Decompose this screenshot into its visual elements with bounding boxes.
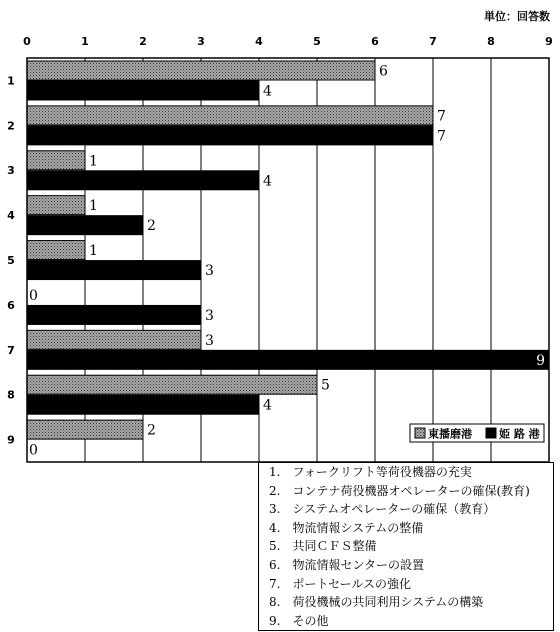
bar-series-2 — [27, 171, 259, 190]
category-label: 6 — [7, 298, 15, 312]
bar-series-1 — [27, 151, 85, 170]
data-label: 3 — [205, 307, 214, 324]
data-label: 2 — [147, 218, 156, 235]
bar-series-2 — [27, 305, 201, 324]
bar-series-1 — [27, 420, 143, 439]
bar-series-1 — [27, 61, 375, 80]
category-label: 3 — [7, 164, 15, 178]
note-item-7: 7. ポートセールスの強化 — [269, 576, 412, 591]
note-item-2: 2. コンテナ荷役機器オペレーターの確保(教育) — [269, 483, 530, 498]
bar-series-2 — [27, 261, 201, 280]
note-item-4: 4. 物流情報システムの整備 — [269, 520, 424, 535]
data-label: 4 — [263, 173, 272, 190]
legend-label: 姫 路 港 — [499, 427, 540, 441]
note-item-3: 3. システムオペレーターの確保（教育） — [269, 502, 496, 517]
note-item-8: 8. 荷役機械の共同利用システムの構築 — [269, 595, 484, 610]
x-tick-label: 2 — [139, 35, 147, 48]
data-label: 6 — [379, 63, 388, 80]
bar-series-1 — [27, 241, 85, 260]
unit-label: 単位：回答数 — [484, 10, 550, 23]
note-item-5: 5. 共同ＣＦＳ整備 — [269, 539, 377, 554]
x-tick-label: 9 — [545, 35, 553, 48]
data-label: 4 — [263, 397, 272, 414]
data-label: 0 — [29, 287, 38, 304]
x-tick-labels — [23, 35, 553, 48]
data-label: 5 — [321, 377, 330, 394]
data-label: 3 — [205, 263, 214, 280]
note-item-6: 6. 物流情報センターの設置 — [269, 557, 424, 572]
data-label: 0 — [29, 442, 38, 459]
bar-series-2 — [27, 126, 433, 145]
category-label: 4 — [7, 209, 15, 223]
category-label: 9 — [7, 433, 15, 447]
x-tick-label: 5 — [313, 35, 321, 48]
x-tick-label: 8 — [487, 35, 495, 48]
x-tick-label: 3 — [197, 35, 205, 48]
category-label: 1 — [7, 74, 15, 88]
data-label: 1 — [89, 198, 98, 215]
bar-series-2 — [27, 350, 549, 369]
category-notes-box — [258, 462, 554, 631]
bar-series-1 — [27, 375, 317, 394]
legend-label: 東播磨港 — [428, 427, 472, 441]
data-label: 3 — [205, 332, 214, 349]
legend — [410, 424, 544, 442]
note-item-1: 1. フォークリフト等荷役機器の充実 — [269, 465, 472, 479]
x-tick-label: 1 — [81, 35, 89, 48]
x-tick-label: 7 — [429, 35, 437, 48]
bar-series-2 — [27, 216, 143, 235]
category-label: 8 — [7, 388, 15, 402]
bar-series-1 — [27, 330, 201, 349]
x-tick-label: 4 — [255, 35, 263, 48]
category-label: 7 — [7, 343, 15, 357]
x-tick-label: 6 — [371, 35, 379, 48]
data-label: 2 — [147, 422, 156, 439]
data-label: 1 — [89, 153, 98, 170]
data-label: 7 — [437, 108, 446, 125]
legend-swatch — [486, 428, 496, 438]
data-label: 9 — [536, 352, 545, 369]
bar-series-2 — [27, 81, 259, 100]
bar-series-1 — [27, 106, 433, 125]
category-label: 2 — [7, 119, 15, 133]
data-label: 7 — [437, 128, 446, 145]
legend-swatch — [415, 428, 425, 438]
category-label: 5 — [7, 254, 15, 267]
bar-series-1 — [27, 196, 85, 215]
x-tick-label: 0 — [23, 35, 31, 48]
data-label: 1 — [89, 243, 98, 260]
data-label: 4 — [263, 83, 272, 100]
note-item-9: 9. その他 — [269, 613, 329, 628]
category-labels — [7, 74, 15, 446]
bars — [27, 61, 549, 439]
bar-series-2 — [27, 395, 259, 414]
